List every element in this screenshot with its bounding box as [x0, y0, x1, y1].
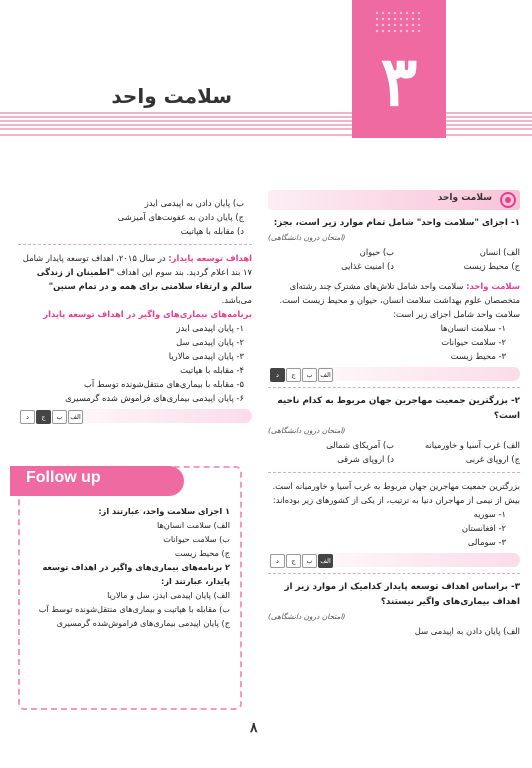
program-4: ۴- مقابله با هپاتیت [180, 365, 244, 375]
q2-option-b: ب) آمریکای شمالی [326, 440, 394, 450]
q2-choice-b: ب [302, 554, 317, 568]
sdg-bold: "اطمینان از زندگی سالم و ارتقاء سلامتی برای همه و در تمام سنین" [36, 267, 252, 291]
q1-exp-item-2: ۲- سلامت حیوانات [441, 337, 506, 347]
prev-choice-b: ب [52, 410, 67, 424]
q1-options [268, 245, 520, 273]
q2-choice-a: الف [318, 554, 333, 568]
chapter-band [352, 0, 446, 138]
q1-answer-bar [268, 367, 520, 381]
followup-header [10, 466, 184, 496]
q2-exp-item-2: ۲- افغانستان [461, 523, 506, 533]
program-6: ۶- پایان اپیدمی بیماری‌های فراموش شده گرمسیری [65, 393, 244, 403]
q2-stem: ۲- بزرگترین جمعیت مهاجرین جهان مربوط به کدام ناحیه است؟ [277, 396, 520, 421]
programs-heading: برنامه‌های بیماری‌های واگیر در اهداف توسعه پایدار [43, 309, 252, 319]
q2-exp-item-1: ۱- سوریه [473, 509, 506, 519]
sdg-label: اهداف توسعه پایدار: [168, 253, 252, 263]
followup-item: الف) سلامت انسان‌ها [157, 520, 230, 530]
q2-exp-item-3: ۳- سومالی [467, 537, 506, 547]
section-header [268, 190, 520, 210]
q1-option-a: الف) انسان [479, 247, 520, 257]
q1-stem: ۱- اجزای "سلامت واحد" شامل تمام موارد زیر است، بجز: [273, 218, 520, 228]
followup-item: ج) محیط زیست [174, 548, 230, 558]
q1-choice-d: د [270, 368, 285, 382]
cont-option-b: ب) پایان دادن به اپیدمی ایدز [144, 198, 244, 208]
page-number: ۸ [250, 720, 258, 736]
q3-option-a: الف) پایان دادن به اپیدمی سل [414, 626, 520, 636]
divider [268, 573, 520, 574]
q2-answer-bar [268, 553, 520, 567]
prev-choice-a: الف [68, 410, 83, 424]
cont-option-d: د) مقابله با هپاتیت [180, 226, 244, 236]
q1-source: (امتحان درون دانشگاهی) [268, 233, 346, 242]
sdg-text-end: می‌باشد. [221, 295, 252, 305]
q2-source: (امتحان درون دانشگاهی) [268, 426, 346, 435]
section-title: سلامت واحد [437, 193, 492, 203]
followup-content [34, 504, 230, 630]
q1-explanation [268, 279, 520, 321]
q1-exp-label: سلامت واحد: [466, 281, 520, 291]
q1-exp-item-1: ۱- سلامت انسان‌ها [440, 323, 506, 333]
divider [268, 387, 520, 388]
program-3: ۳- پایان اپیدمی مالاریا [168, 351, 244, 361]
q1-option-b: ب) حیوان [359, 247, 394, 257]
q1-option-c: ج) محیط زیست [463, 261, 520, 271]
q1-exp-text: سلامت واحد شامل تلاش‌های مشترک چند رشته‌ای متخصصان علوم بهداشت سلامت انسان، حیوان و محیط زیست است. سلامت واحد شامل اجزای زیر است: [279, 281, 520, 319]
q3-source: (امتحان درون دانشگاهی) [268, 612, 346, 621]
followup-item: الف) پایان اپیدمی ایدز، سل و مالاریا [107, 590, 230, 600]
right-column [268, 216, 520, 638]
q1-choice-b: ب [302, 368, 317, 382]
target-icon [500, 192, 516, 208]
program-5: ۵- مقابله با بیماری‌های منتقل‌شونده توسط آب [83, 379, 244, 389]
prev-answer-bar [18, 409, 252, 423]
q1-exp-item-3: ۳- محیط زیست [450, 351, 506, 361]
chapter-title: سلامت واحد [111, 84, 232, 108]
left-column [18, 196, 252, 427]
q2-option-c: ج) اروپای غربی [465, 454, 520, 464]
followup-title: Follow up [26, 469, 101, 486]
sdg-paragraph [18, 251, 252, 307]
program-1: ۱- پایان اپیدمی ایدز [176, 323, 244, 333]
followup-item: ۲ برنامه‌های بیماری‌های واگیر در اهداف توسعه پایدار، عبارتند از: [42, 562, 230, 586]
followup-item: ۱ اجزای سلامت واحد، عبارتند از: [98, 506, 230, 516]
followup-item: ب) مقابله با هپاتیت و بیماری‌های منتقل‌شونده توسط آب [38, 604, 230, 614]
q2-options [268, 438, 520, 466]
q3-stem: ۳- براساس اهداف توسعه پایدار کدامیک از موارد زیر از اهداف بیماری‌های واگیر نیستند؟ [284, 582, 520, 607]
q2-option-d: د) اروپای شرقی [337, 454, 394, 464]
top-stripes-lower [0, 134, 532, 138]
followup-item: ج) پایان اپیدمی بیماری‌های فراموش‌شده گرمسیری [56, 618, 230, 628]
sdg-text: در سال ۲۰۱۵، اهداف توسعه پایدار شامل ۱۷ بند اعلام گردید. بند سوم این اهداف [22, 253, 252, 277]
divider [268, 472, 520, 473]
top-stripes [0, 112, 532, 132]
prev-choice-c: ج [36, 410, 51, 424]
divider [18, 244, 252, 245]
q1-choice-a: الف [318, 368, 333, 382]
chapter-number: ۳ [380, 42, 418, 122]
q2-option-a: الف) غرب آسیا و خاورمیانه [424, 440, 520, 450]
q1-choice-c: ج [286, 368, 301, 382]
q2-choice-c: ج [286, 554, 301, 568]
q2-exp-text: بزرگترین جمعیت مهاجرین جهان مربوط به غرب آسیا و خاورمیانه است. بیش از نیمی از مهاجران دنیا به ترتیب، از یکی از کشورهای زیر بوده‌اند: [272, 481, 520, 505]
cont-option-c: ج) پایان دادن به عفونت‌های آمیزشی [117, 212, 244, 222]
followup-box [18, 466, 242, 710]
q2-choice-d: د [270, 554, 285, 568]
followup-item: ب) سلامت حیوانات [163, 534, 230, 544]
q1-option-d: د) امنیت غذایی [341, 261, 394, 271]
dots-pattern [374, 10, 422, 34]
program-2: ۲- پایان اپیدمی سل [176, 337, 244, 347]
prev-choice-d: د [20, 410, 35, 424]
